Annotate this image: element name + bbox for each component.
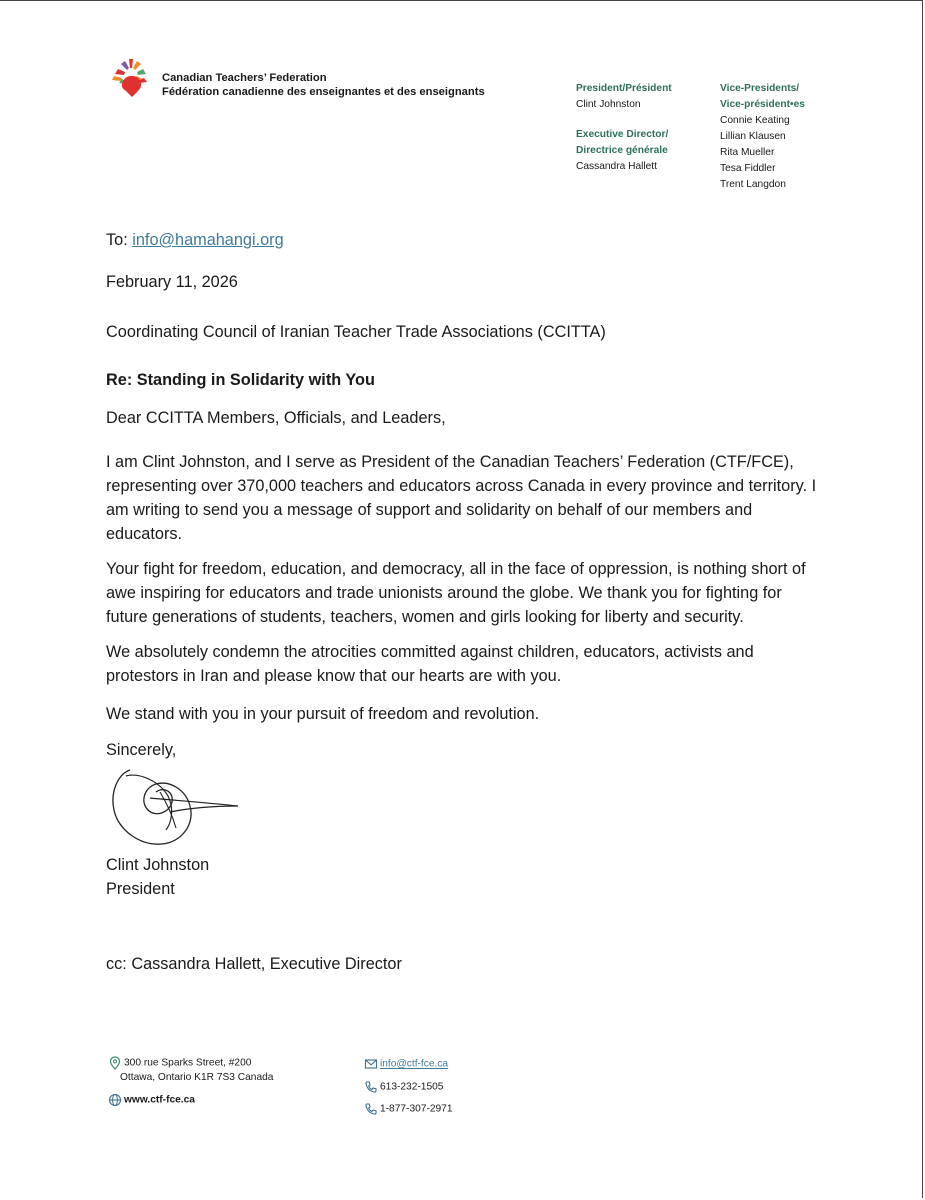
envelope-icon <box>364 1057 378 1071</box>
vice-president-name: Trent Langdon <box>720 179 786 190</box>
footer-address-line-2: Ottawa, Ontario K1R 7S3 Canada <box>120 1071 274 1083</box>
salutation: Dear CCITTA Members, Officials, and Leaders, <box>106 409 446 427</box>
recipient-organization: Coordinating Council of Iranian Teacher Trade Associations (CCITTA) <box>106 323 606 341</box>
executive-director-role-label-1: Executive Director/ <box>576 129 669 140</box>
leadership-right-column <box>720 81 805 193</box>
closing: Sincerely, <box>106 741 177 759</box>
vice-president-name: Tesa Fiddler <box>720 163 776 174</box>
letter-date: February 11, 2026 <box>106 273 238 291</box>
organization-name-english: Canadian Teachers’ Federation <box>162 72 327 84</box>
globe-icon <box>108 1093 122 1107</box>
footer-toll-free-number: 1-877-307-2971 <box>380 1103 453 1115</box>
organization-name-block <box>162 71 485 99</box>
footer-phone-number: 613-232-1505 <box>380 1081 444 1093</box>
signer-title: President <box>106 880 175 898</box>
president-name: Clint Johnston <box>576 99 641 110</box>
footer-address-line-1: 300 rue Sparks Street, #200 <box>124 1057 252 1069</box>
signer-name: Clint Johnston <box>106 856 210 874</box>
body-paragraph: Your fight for freedom, education, and democracy, all in the face of oppression, is nothing short of awe inspiring for educators and trade unionists around the globe. We thank you for fighting for future generations of students, teachers, women and girls looking for liberty and security. <box>106 560 806 626</box>
footer-email <box>364 1057 448 1072</box>
vice-president-name: Rita Mueller <box>720 147 775 158</box>
to-label: To: <box>106 231 133 249</box>
phone-icon <box>364 1102 378 1116</box>
executive-director-role-label-2: Directrice générale <box>576 145 668 156</box>
body-paragraph: We stand with you in your pursuit of freedom and revolution. <box>106 705 540 723</box>
footer-website-link[interactable]: www.ctf-fce.ca <box>124 1094 195 1106</box>
vice-president-name: Lillian Klausen <box>720 131 786 142</box>
body-paragraph: We absolutely condemn the atrocities committed against children, educators, activists and protestors in Iran and please know that our hearts are with you. <box>106 643 754 685</box>
leadership-left-column <box>576 81 672 175</box>
footer-phone <box>364 1080 443 1095</box>
to-email-link[interactable]: info@hamahangi.org <box>132 231 284 249</box>
subject-line: Re: Standing in Solidarity with You <box>106 371 375 389</box>
vice-presidents-role-label-1: Vice-Presidents/ <box>720 83 800 94</box>
phone-icon <box>364 1080 378 1094</box>
vice-presidents-role-label-2: Vice-président•es <box>720 99 805 110</box>
footer-toll-free <box>364 1102 453 1117</box>
handwritten-signature <box>100 762 245 854</box>
footer-address <box>108 1056 273 1085</box>
footer-website <box>108 1093 195 1108</box>
cc-line: cc: Cassandra Hallett, Executive Director <box>106 955 402 973</box>
body-paragraph: I am Clint Johnston, and I serve as President of the Canadian Teachers’ Federation (CTF/FCE), representing over 370,000 teachers and educators across Canada in every province and territory. I am writing to send you a message of support and solidarity on behalf of our members and educators. <box>106 453 817 543</box>
organization-name-french: Fédération canadienne des enseignantes et des enseignants <box>162 86 485 98</box>
vice-president-name: Connie Keating <box>720 115 790 126</box>
location-pin-icon <box>108 1056 122 1070</box>
president-role-label: President/Président <box>576 83 672 94</box>
footer-email-link[interactable]: info@ctf-fce.ca <box>380 1058 449 1070</box>
ctf-maple-leaf-logo <box>110 56 154 100</box>
to-line <box>106 228 826 252</box>
executive-director-name: Cassandra Hallett <box>576 161 657 172</box>
